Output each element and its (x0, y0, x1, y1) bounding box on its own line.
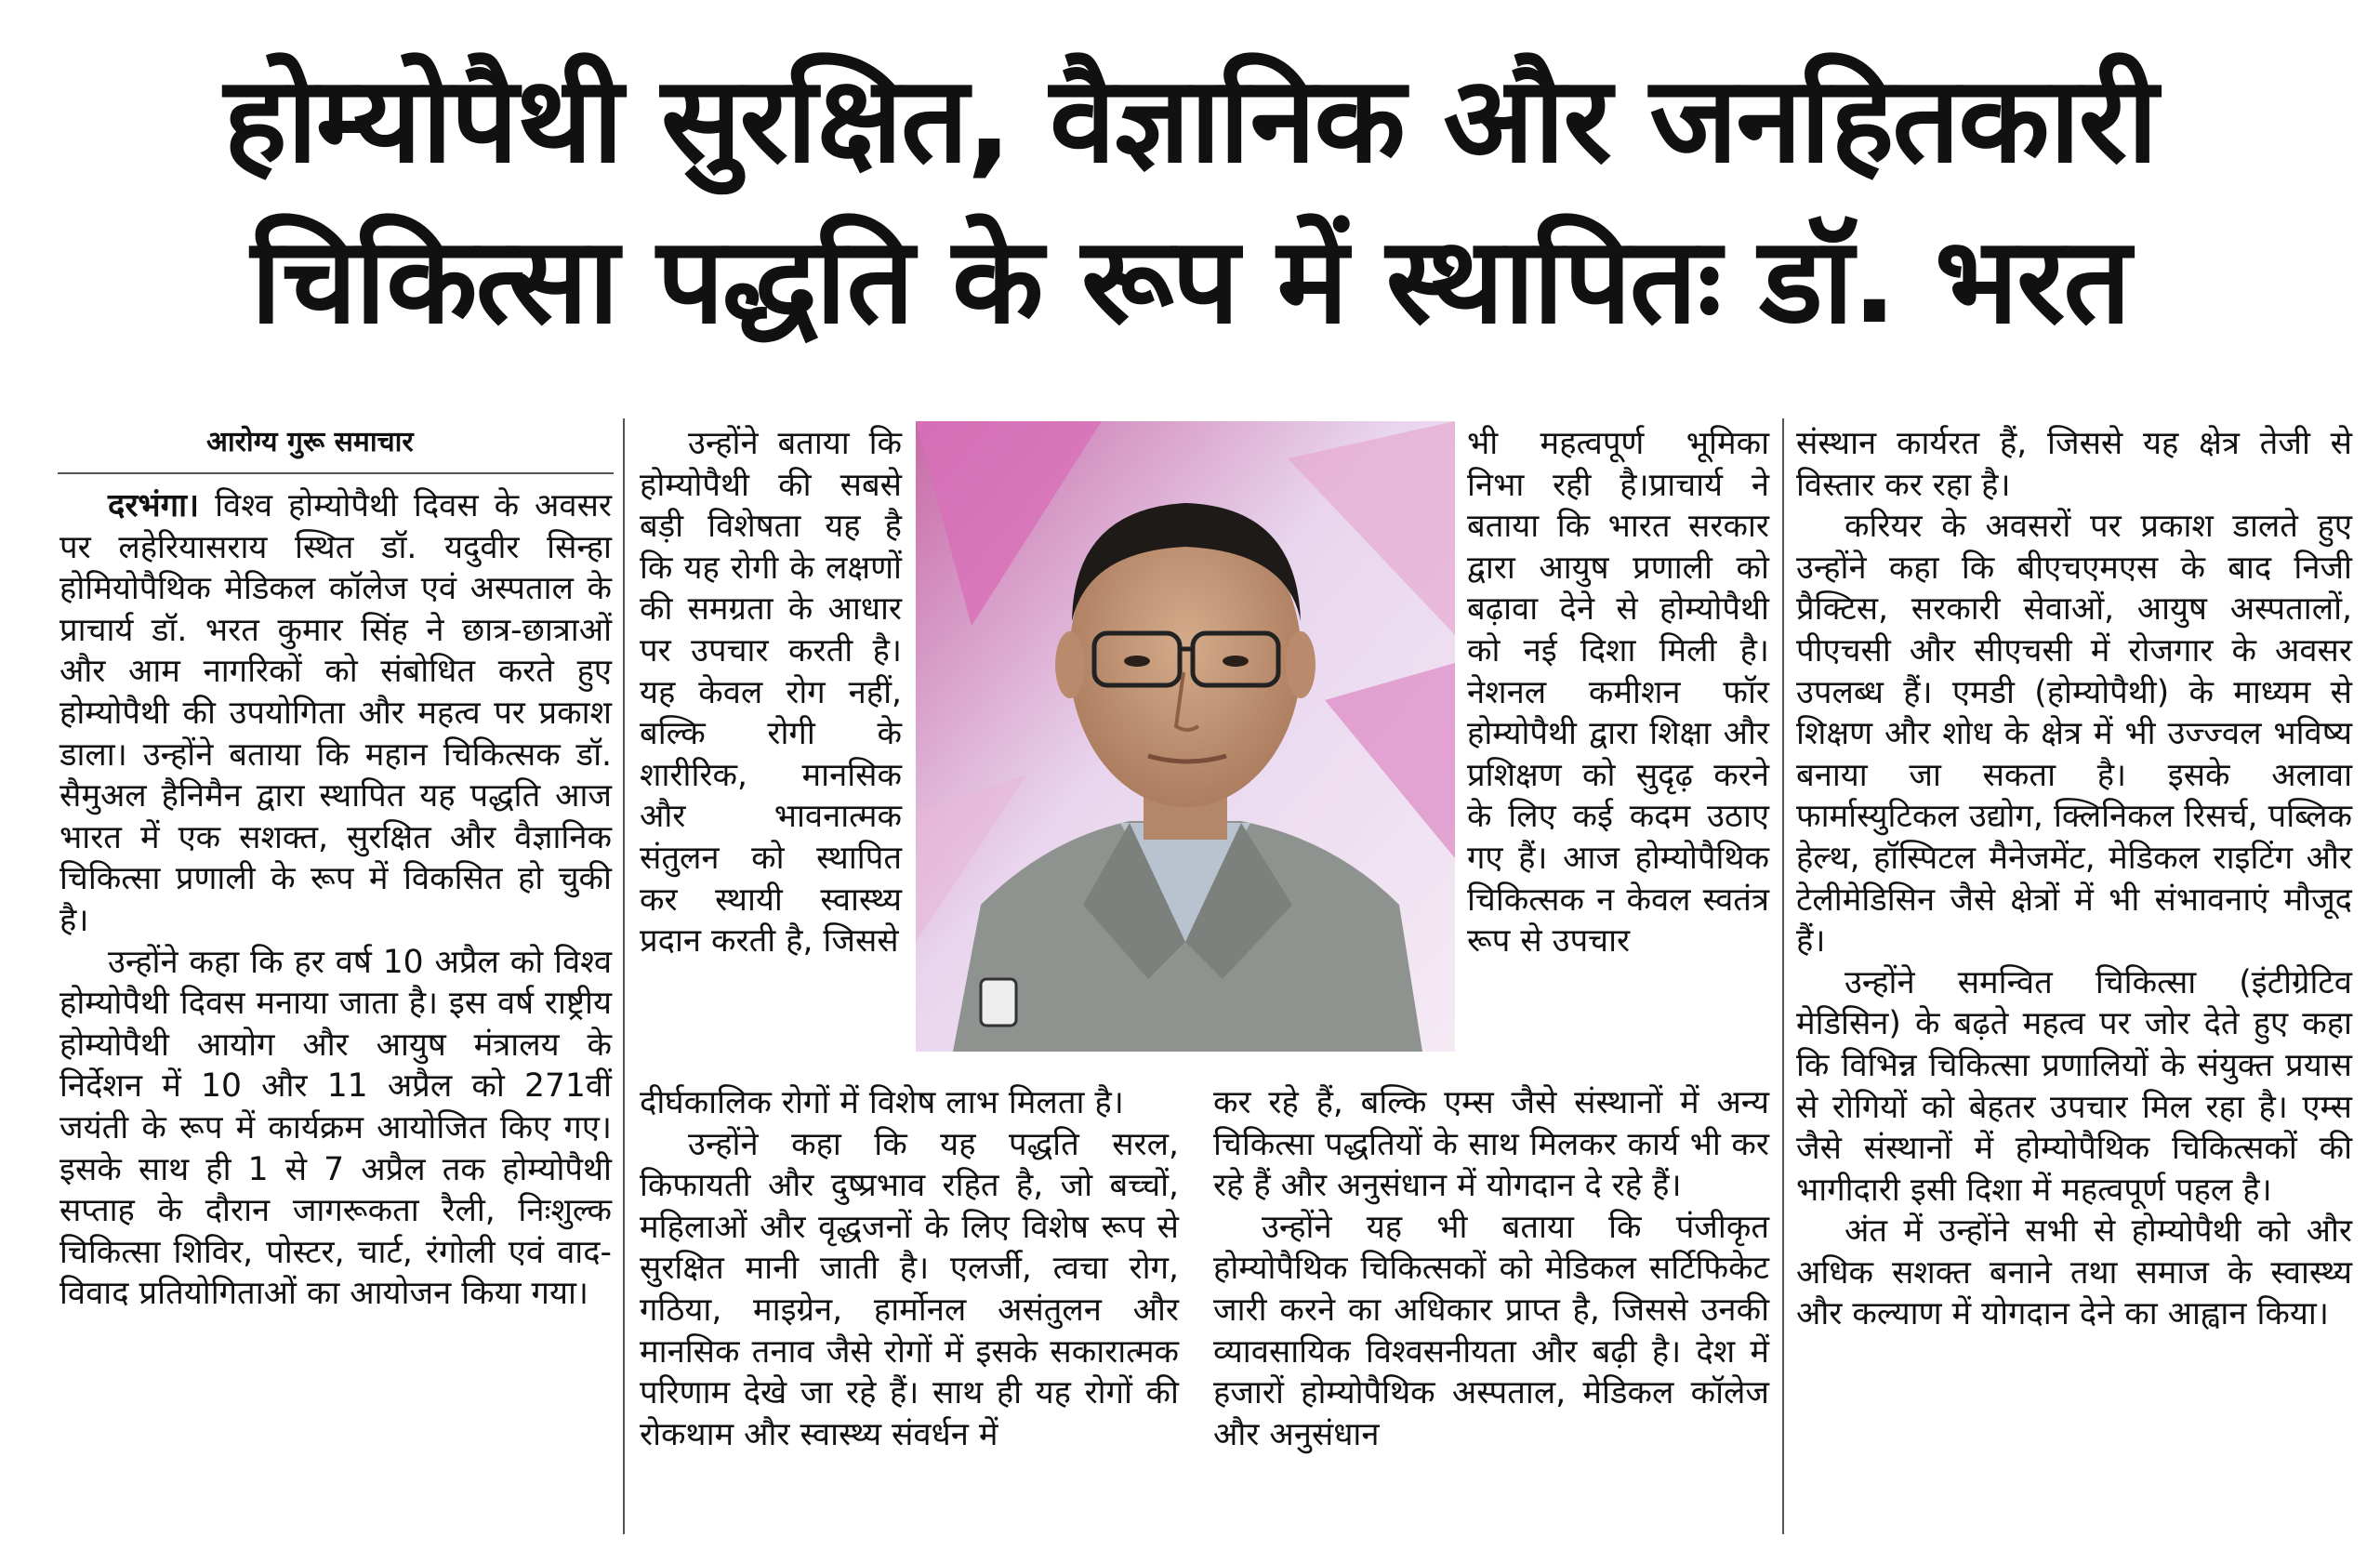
headline-line-2: चिकित्सा पद्धति के रूप में स्थापितः डॉ. भरत (250, 212, 2130, 351)
doctor-portrait-photo (916, 421, 1455, 1052)
byline: आरोग्य गुरू समाचार (206, 426, 414, 458)
article-column-3-bottom (1213, 1082, 1769, 1455)
article-paragraph: उन्होंने समन्वित चिकित्सा (इंटीग्रेटिव मेडिसिन) के बढ़ते महत्व पर जोर देते हुए कहा कि विभिन्न चिकित्सा प्रणालियों के संयुक्त प्रयास से रोगियों को बेहतर उपचार मिल रहा है। एम्स जैसे संस्थानों में होम्योपैथिक चिकित्सकों की भागीदारी इसी दिशा में महत्वपूर्ण पहल है। (1796, 963, 2352, 1209)
article-column-2-bottom (640, 1082, 1179, 1455)
column-divider (1782, 418, 1784, 1534)
article-column-4 (1796, 423, 2352, 1335)
article-paragraph: उन्होंने यह भी बताया कि पंजीकृत होम्योपैथिक चिकित्सकों को मेडिकल सर्टिफिकेट जारी करने का अधिकार प्राप्त है, जिससे उनकी व्यावसायिक विश्वसनीयता और बढ़ी है। देश में हजारों होम्योपैथिक अस्पताल, मेडिकल कॉलेज और अनुसंधान (1213, 1208, 1769, 1453)
article-column-1 (60, 485, 612, 1315)
headline-line-1: होम्योपैथी सुरक्षित, वैज्ञानिक और जनहितकारी (223, 51, 2157, 190)
article-paragraph: उन्होंने बताया कि होम्योपैथी की सबसे बड़ी विशेषता यह है कि यह रोगी के लक्षणों की समग्रता के आधार पर उपचार करती है। यह केवल रोग नहीं, बल्कि रोगी के शारीरिक, मानसिक और भावनात्मक संतुलन को स्थापित कर स्थायी स्वास्थ्य प्रदान करती है, जिससे (640, 425, 902, 960)
article-paragraph: दीर्घकालिक रोगों में विशेष लाभ मिलता है। (640, 1084, 1124, 1121)
article-paragraph: करियर के अवसरों पर प्रकाश डालते हुए उन्होंने कहा कि बीएचएमएस के बाद निजी प्रैक्टिस, सरकारी सेवाओं, आयुष अस्पतालों, पीएचसी और सीएचसी में रोजगार के अवसर उपलब्ध हैं। एमडी (होम्योपैथी) के माध्यम से शिक्षण और शोध के क्षेत्र में भी उज्ज्वल भविष्य बनाया जा सकता है। इसके अलावा फार्मास्युटिकल उद्योग, क्लिनिकल रिसर्च, पब्लिक हेल्थ, हॉस्पिटल मैनेजमेंट, मेडिकल राइटिंग और टेलीमेडिसिन जैसे क्षेत्रों में भी संभावनाएं मौजूद हैं। (1796, 508, 2352, 960)
article-paragraph: उन्होंने कहा कि यह पद्धति सरल, किफायती और दुष्प्रभाव रहित है, जो बच्चों, महिलाओं और वृद्धजनों के लिए विशेष रूप से सुरक्षित मानी जाती है। एलर्जी, त्वचा रोग, गठिया, माइग्रेन, हार्मोनल असंतुलन और मानसिक तनाव जैसे रोगों में इसके सकारात्मक परिणाम देखे जा रहे हैं। साथ ही यह रोगों की रोकथाम और स्वास्थ्य संवर्धन में (640, 1125, 1179, 1453)
article-paragraph: भी महत्वपूर्ण भूमिका निभा रही है।प्राचार्य ने बताया कि भारत सरकार द्वारा आयुष प्रणाली को बढ़ावा देने से होम्योपैथी को नई दिशा मिली है। नेशनल कमीशन फॉर होम्योपैथी द्वारा शिक्षा और प्रशिक्षण को सुदृढ़ करने के लिए कई कदम उठाए गए हैं। आज होम्योपैथिक चिकित्सक न केवल स्वतंत्र रूप से उपचार (1467, 425, 1769, 960)
article-paragraph: संस्थान कार्यरत हैं, जिससे यह क्षेत्र तेजी से विस्तार कर रहा है। (1796, 425, 2352, 504)
article-paragraph: दरभंगा। विश्व होम्योपैथी दिवस के अवसर पर लहेरियासराय स्थित डॉ. यदुवीर सिन्हा होमियोपैथिक मेडिकल कॉलेज एवं अस्पताल के प्राचार्य डॉ. भरत कुमार सिंह ने छात्र-छात्राओं और आम नागरिकों को संबोधित करते हुए होम्योपैथी की उपयोगिता और महत्व पर प्रकाश डाला। उन्होंने बताया कि महान चिकित्सक डॉ. सैमुअल हैनिमैन द्वारा स्थापित यह पद्धति आज भारत में एक सशक्त, सुरक्षित और वैज्ञानिक चिकित्सा प्रणाली के रूप में विकसित हो चुकी है। (60, 487, 613, 939)
article-paragraph: उन्होंने कहा कि हर वर्ष 10 अप्रैल को विश्व होम्योपैथी दिवस मनाया जाता है। इस वर्ष राष्ट्रीय होम्योपैथी आयोग और आयुष मंत्रालय के निर्देशन में 10 और 11 अप्रैल को 271वीं जयंती के रूप में कार्यक्रम आयोजित किए गए। इसके साथ ही 1 से 7 अप्रैल तक होम्योपैथी सप्ताह के दौरान जागरूकता रैली, निःशुल्क चिकित्सा शिविर, पोस्टर, चार्ट, रंगोली एवं वाद-विवाद प्रतियोगिताओं का आयोजन किया गया। (60, 943, 612, 1313)
byline-rule (58, 472, 614, 474)
column-divider (623, 418, 625, 1534)
article-column-3-side (1467, 423, 1769, 962)
dateline: दरभंगा। (108, 487, 200, 524)
article-paragraph: अंत में उन्होंने सभी से होम्योपैथी को और अधिक सशक्त बनाने तथा समाज के स्वास्थ्य और कल्याण में योगदान देने का आह्वान किया। (1796, 1212, 2352, 1333)
portrait-image (916, 421, 1455, 1052)
article-column-2-side (640, 423, 902, 962)
article-paragraph: कर रहे हैं, बल्कि एम्स जैसे संस्थानों में अन्य चिकित्सा पद्धतियों के साथ मिलकर कार्य भी कर रहे हैं और अनुसंधान में योगदान दे रहे हैं। (1213, 1084, 1769, 1205)
